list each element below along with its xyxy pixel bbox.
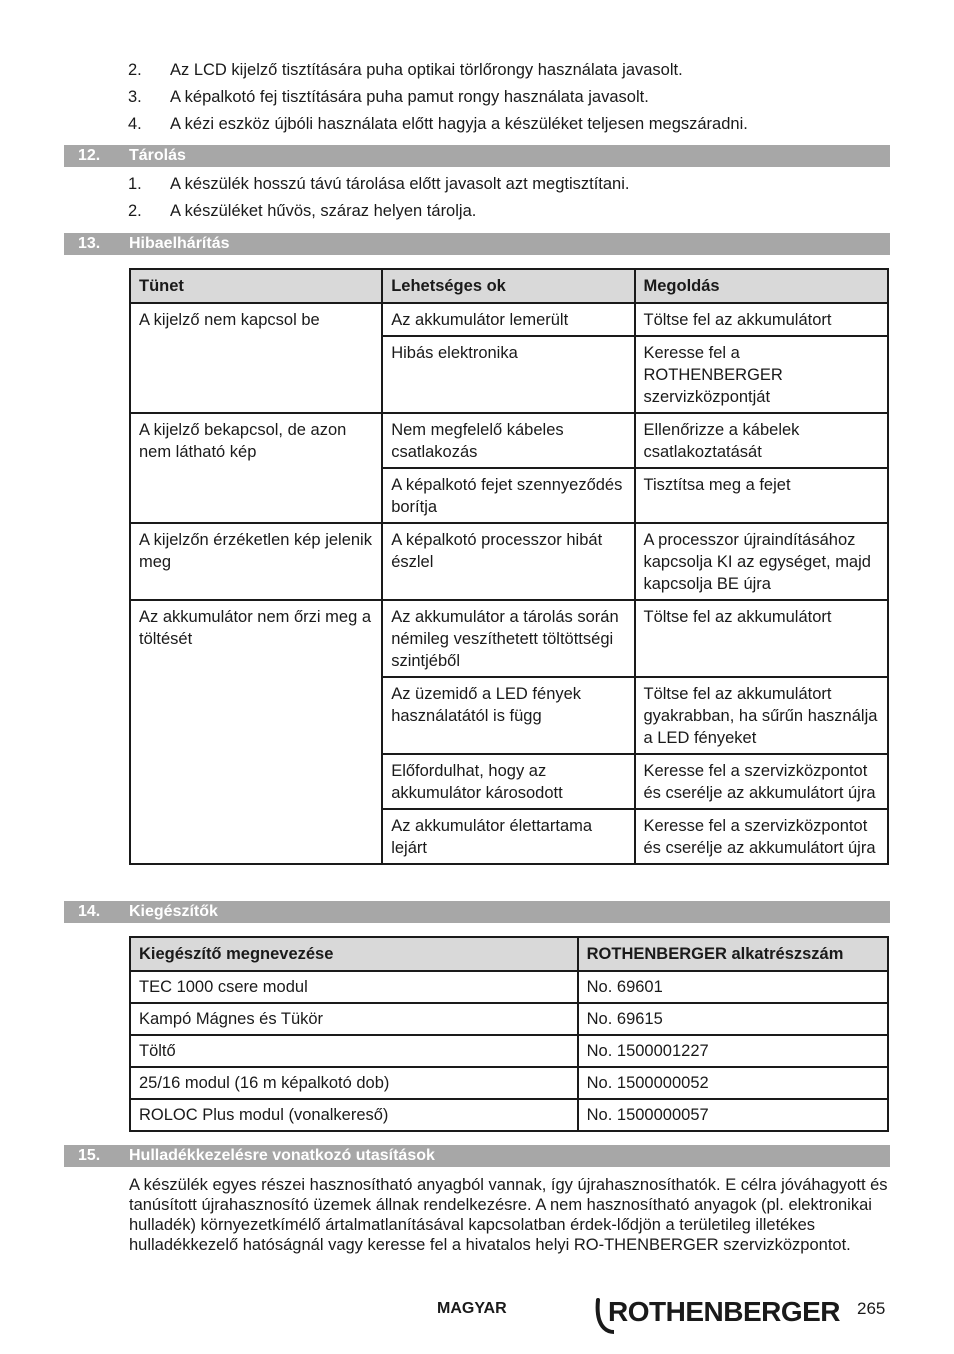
- symptom-cell: A kijelzőn érzéketlen kép jelenik meg: [130, 523, 382, 600]
- solution-cell: Töltse fel az akkumulátort: [635, 303, 889, 336]
- table-row: [130, 600, 888, 677]
- page-number: 265: [857, 1299, 886, 1318]
- solution-cell: Ellenőrizze a kábelek csatlakoztatását: [635, 413, 889, 468]
- cause-cell: Előfordulhat, hogy az akkumulátor károsodott: [382, 754, 634, 809]
- troubleshooting-table: [129, 268, 889, 865]
- storage-list: [0, 171, 954, 225]
- section-header-storage: 12. Tárolás: [64, 145, 890, 167]
- table-header-row: [130, 937, 888, 971]
- part-number: No. 69615: [578, 1003, 888, 1035]
- cleaning-list: [0, 57, 954, 138]
- section-header-troubleshooting: 13. Hibaelhárítás: [64, 233, 890, 255]
- cause-cell: A képalkotó processzor hibát észlel: [382, 523, 634, 600]
- table-row: [130, 303, 888, 336]
- solution-cell: A processzor újraindításához kapcsolja KI az egységet, majd kapcsolja BE újra: [635, 523, 889, 600]
- list-item: 3. A képalkotó fej tisztítására puha pamut rongy használata javasolt.: [128, 88, 649, 106]
- cause-cell: Hibás elektronika: [382, 336, 634, 413]
- list-item: 4. A kézi eszköz újbóli használata előtt hagyja a készüléket teljesen megszáradni.: [128, 115, 748, 133]
- part-number: No. 1500000057: [578, 1099, 888, 1131]
- column-header: Tünet: [130, 269, 382, 303]
- solution-cell: Keresse fel a szervizközpontot és cserélje az akkumulátort újra: [635, 809, 889, 864]
- solution-cell: Keresse fel a szervizközpontot és cserélje az akkumulátort újra: [635, 754, 889, 809]
- accessory-name: TEC 1000 csere modul: [130, 971, 578, 1003]
- accessories-table: [129, 936, 889, 1132]
- table-row: [130, 1067, 888, 1099]
- disposal-paragraph: A készülék egyes részei hasznosítható anyagból vannak, így újrahasznosíthatók. E célra jóváhagyott és tanúsított újrahasznosító üzemek állnak rendelkezésre. A nem hasznosítható anyagok (pl. elektronikai hulladék) környezetkímélő ártalmatlanításával kapcsolatban érdek-lődjön a területileg illetékes hulladékkezelő hatóságnál vagy keresse fel a hivatalos helyi RO-THENBERGER szervizközpontot.: [129, 1176, 888, 1254]
- column-header: Megoldás: [635, 269, 889, 303]
- cause-cell: Az akkumulátor élettartama lejárt: [382, 809, 634, 864]
- table-row: [130, 1099, 888, 1131]
- list-item: 2. A készüléket hűvös, száraz helyen tárolja.: [128, 202, 477, 220]
- cause-cell: A képalkotó fejet szennyeződés borítja: [382, 468, 634, 523]
- column-header: Kiegészítő megnevezése: [130, 937, 578, 971]
- solution-cell: Töltse fel az akkumulátort gyakrabban, ha sűrűn használja a LED fényeket: [635, 677, 889, 754]
- cause-cell: Az akkumulátor a tárolás során némileg veszíthetett töltöttségi szintjéből: [382, 600, 634, 677]
- solution-cell: Tisztítsa meg a fejet: [635, 468, 889, 523]
- part-number: No. 1500000052: [578, 1067, 888, 1099]
- part-number: No. 69601: [578, 971, 888, 1003]
- accessory-name: 25/16 modul (16 m képalkotó dob): [130, 1067, 578, 1099]
- symptom-cell: A kijelző nem kapcsol be: [130, 303, 382, 413]
- table-header-row: [130, 269, 888, 303]
- cause-cell: Az üzemidő a LED fények használatától is függ: [382, 677, 634, 754]
- cause-cell: Az akkumulátor lemerült: [382, 303, 634, 336]
- table-row: [130, 1035, 888, 1067]
- list-item: 1. A készülék hosszú távú tárolása előtt javasolt azt megtisztítani.: [128, 175, 630, 193]
- table-row: [130, 971, 888, 1003]
- accessory-name: Kampó Mágnes és Tükör: [130, 1003, 578, 1035]
- part-number: No. 1500001227: [578, 1035, 888, 1067]
- accessory-name: Töltő: [130, 1035, 578, 1067]
- accessory-name: ROLOC Plus modul (vonalkereső): [130, 1099, 578, 1131]
- symptom-cell: Az akkumulátor nem őrzi meg a töltését: [130, 600, 382, 864]
- section-header-disposal: 15. Hulladékkezelésre vonatkozó utasítások: [64, 1145, 890, 1167]
- solution-cell: Keresse fel a ROTHENBERGER szervizközpontját: [635, 336, 889, 413]
- cause-cell: Nem megfelelő kábeles csatlakozás: [382, 413, 634, 468]
- solution-cell: Töltse fel az akkumulátort: [635, 600, 889, 677]
- brand-logo: ROTHENBERGER: [608, 1296, 841, 1327]
- symptom-cell: A kijelző bekapcsol, de azon nem látható kép: [130, 413, 382, 523]
- section-header-accessories: 14. Kiegészítők: [64, 901, 890, 923]
- list-item: 2. Az LCD kijelző tisztítására puha optikai törlőrongy használata javasolt.: [128, 61, 683, 79]
- table-row: [130, 413, 888, 468]
- footer-language: MAGYAR: [437, 1300, 507, 1317]
- column-header: Lehetséges ok: [382, 269, 634, 303]
- table-row: [130, 523, 888, 600]
- column-header: ROTHENBERGER alkatrészszám: [578, 937, 888, 971]
- table-row: [130, 1003, 888, 1035]
